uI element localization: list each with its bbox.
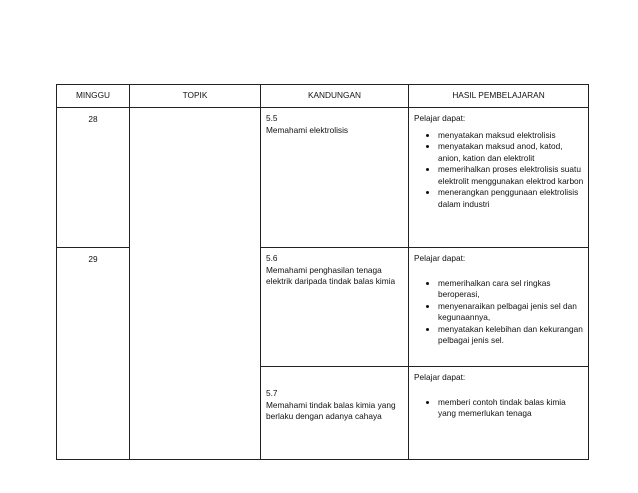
week-cell: 29 [57,248,130,460]
content-code: 5.5 [266,113,278,123]
outcome-list [414,278,584,347]
content-text: Memahami tindak balas kimia yang berlaku dengan adanya cahaya [266,399,396,421]
list-item: • menyatakan maksud anod, katod, anion, kation dan elektrolit [438,141,584,164]
outcome-list [414,130,584,211]
content-code: 5.7 [266,388,278,398]
outcome-intro: Pelajar dapat: [414,113,466,123]
outcome-cell [409,108,589,248]
header-kandungan: KANDUNGAN [261,85,409,108]
list-item: • menyatakan kelebihan dan kekurangan pelbagai jenis sel. [438,324,584,347]
table-row [57,108,589,248]
week-cell: 28 [57,108,130,248]
list-item: • memerihalkan proses elektrolisis suatu elektrolit menggunakan elektrod karbon [438,164,584,187]
header-row [57,85,589,108]
list-item: • menyenaraikan pelbagai jenis sel dan kegunaannya, [438,301,584,324]
content-text: Memahami penghasilan tenaga elektrik daripada tindak balas kimia [266,264,396,286]
list-item: • memerihalkan cara sel ringkas beroperasi, [438,278,584,301]
content-code: 5.6 [266,253,278,263]
list-item: • menerangkan penggunaan elektrolisis dalam industri [438,187,584,210]
outcome-intro: Pelajar dapat: [414,372,466,382]
list-item: • memberi contoh tindak balas kimia yang memerlukan tenaga [438,397,584,420]
outcome-cell [409,248,589,367]
outcome-cell [409,367,589,460]
outcome-list [414,397,584,420]
outcome-intro: Pelajar dapat: [414,253,466,263]
header-hasil-pembelajaran: HASIL PEMBELAJARAN [409,85,589,108]
header-topik: TOPIK [130,85,261,108]
lesson-plan-table [56,84,589,460]
content-cell [261,108,409,248]
list-item: • menyatakan maksud elektrolisis [438,130,584,142]
content-text: Memahami elektrolisis [266,124,349,135]
content-cell [261,248,409,367]
content-cell [261,367,409,460]
header-minggu: MINGGU [57,85,130,108]
topic-cell [130,108,261,460]
